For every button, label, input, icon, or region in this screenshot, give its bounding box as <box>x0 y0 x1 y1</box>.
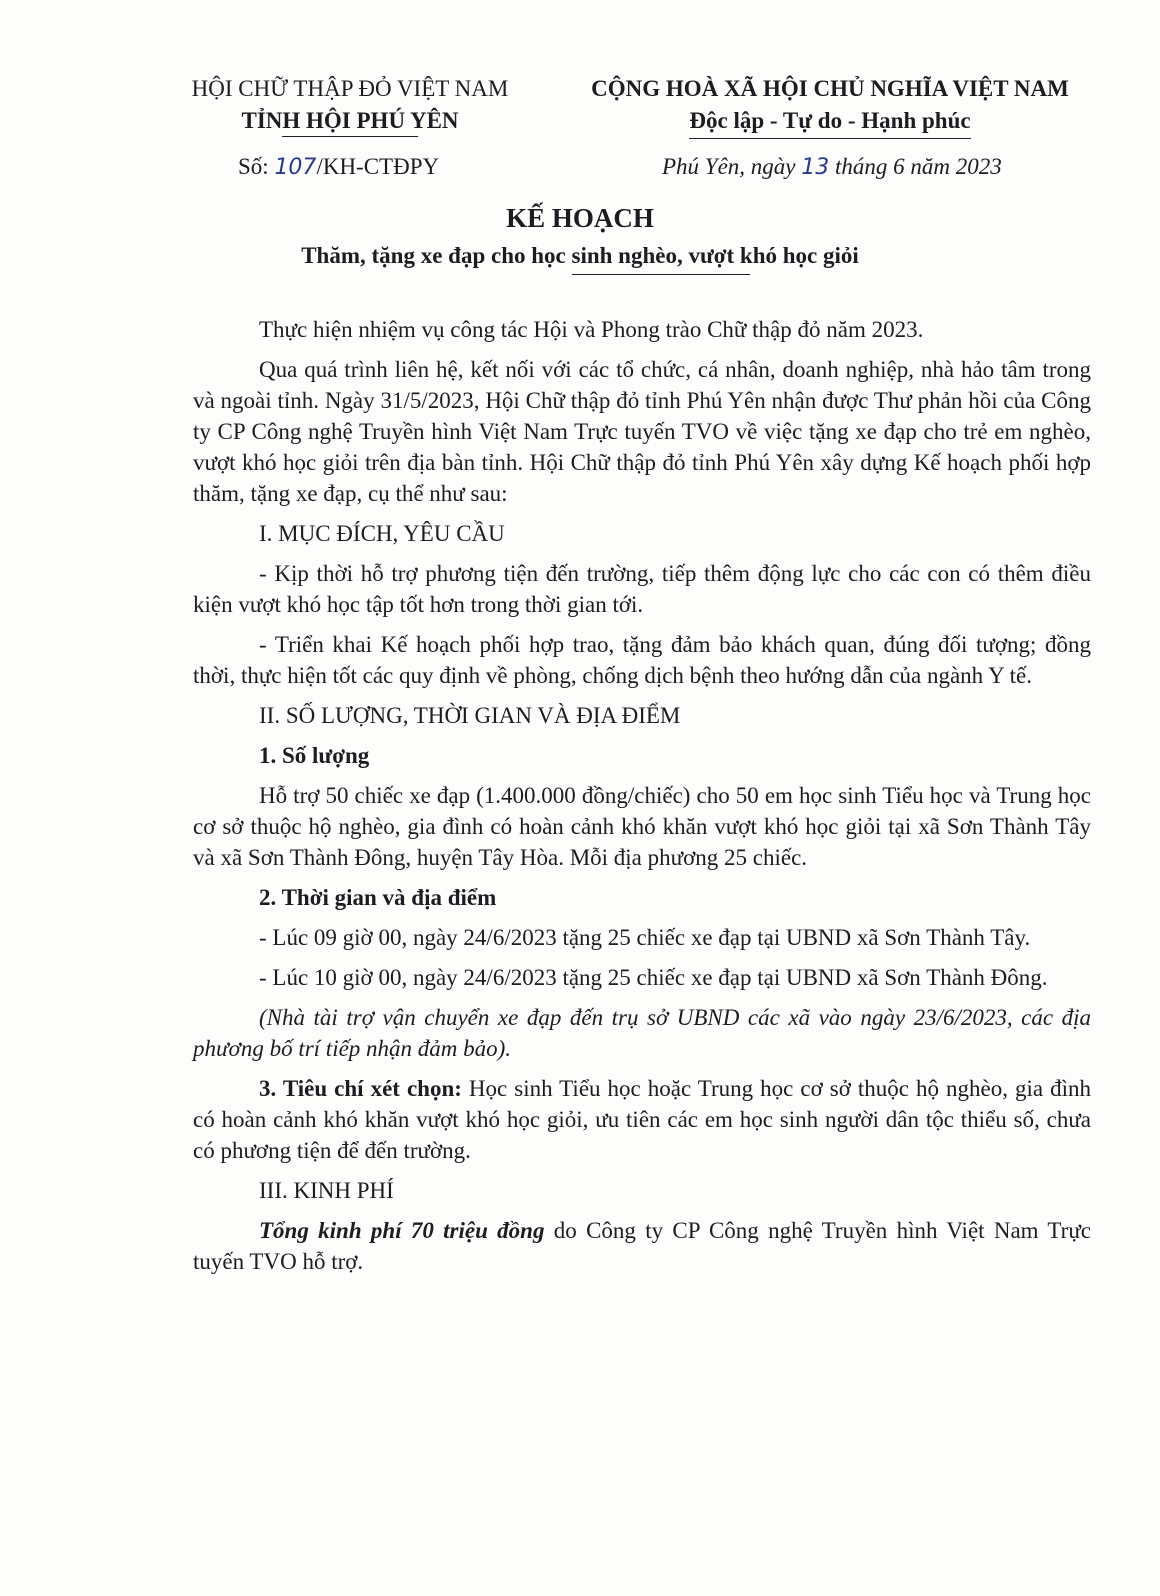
subsection-heading-time-place: 2. Thời gian và địa điểm <box>259 885 497 910</box>
org-branch <box>170 105 530 138</box>
org-branch-text: TỈNH HỘI PHÚ YÊN <box>241 108 459 133</box>
motto-text: Độc lập - Tự do - Hạnh phúc <box>689 105 970 139</box>
document-title: KẾ HOẠCH <box>506 203 654 233</box>
criteria-label: 3. Tiêu chí xét chọn: <box>259 1076 462 1101</box>
organization-header <box>170 73 530 138</box>
purpose-item-1: - Kịp thời hỗ trợ phương tiện đến trường, tiếp thêm động lực cho các con có thêm điều kiện vượt khó học tập tốt hơn trong thời gian tới. <box>193 561 1091 617</box>
document-date: Phú Yên, ngày 13 tháng 6 năm 2023 <box>662 154 1002 180</box>
motto <box>560 105 1100 139</box>
national-header <box>560 73 1100 139</box>
purpose-item-2: - Triển khai Kế hoạch phối hợp trao, tặng đảm bảo khách quan, đúng đối tượng; đồng thời, thực hiện tốt các quy định về phòng, chống dịch bệnh theo hướng dẫn của ngành Y tế. <box>193 632 1091 688</box>
section-heading-quantity: II. SỐ LƯỢNG, THỜI GIAN VÀ ĐỊA ĐIỂM <box>259 703 681 728</box>
subsection-heading-quantity: 1. Số lượng <box>259 743 370 768</box>
intro-paragraph: Thực hiện nhiệm vụ công tác Hội và Phong trào Chữ thập đỏ năm 2023. <box>259 317 924 342</box>
funding-label: Tổng kinh phí 70 triệu đồng <box>259 1218 545 1243</box>
org-name: HỘI CHỮ THẬP ĐỎ VIỆT NAM <box>191 76 509 101</box>
schedule-note: (Nhà tài trợ vận chuyển xe đạp đến trụ sở UBND các xã vào ngày 23/6/2023, các địa phương bố trí tiếp nhận đảm bảo). <box>193 1005 1091 1061</box>
section-heading-purpose: I. MỤC ĐÍCH, YÊU CẦU <box>259 521 505 546</box>
document-number: Số: 107/KH-CTĐPY <box>238 154 440 180</box>
schedule-item-2: - Lúc 10 giờ 00, ngày 24/6/2023 tặng 25 chiếc xe đạp tại UBND xã Sơn Thành Đông. <box>259 965 1048 990</box>
context-paragraph: Qua quá trình liên hệ, kết nối với các tổ chức, cá nhân, doanh nghiệp, nhà hảo tâm trong và ngoài tỉnh. Ngày 31/5/2023, Hội Chữ thập đỏ tỉnh Phú Yên nhận được Thư phản hồi của Công ty CP Công nghệ Truyền hình Việt Nam Trực tuyến TVO về việc tặng xe đạp cho trẻ em nghèo, vượt khó học giỏi trên địa bàn tỉnh. Hội Chữ thập đỏ tỉnh Phú Yên xây dựng Kế hoạch phối hợp thăm, tặng xe đạp, cụ thể như sau: <box>193 357 1091 506</box>
document-body <box>193 314 1091 1286</box>
document-subtitle: Thăm, tặng xe đạp cho học sinh nghèo, vượt khó học giỏi <box>301 243 859 268</box>
org-branch-underline <box>282 136 418 137</box>
funding-text: do Công ty CP Công nghệ Truyền hình Việt Nam Trực tuyến TVO hỗ trợ. <box>193 1218 1091 1274</box>
handwritten-number: 107 <box>274 155 317 180</box>
criteria-paragraph <box>193 1073 1091 1166</box>
schedule-item-1: - Lúc 09 giờ 00, ngày 24/6/2023 tặng 25 chiếc xe đạp tại UBND xã Sơn Thành Tây. <box>259 925 1031 950</box>
nation-name: CỘNG HOÀ XÃ HỘI CHỦ NGHĨA VIỆT NAM <box>591 76 1069 101</box>
handwritten-day: 13 <box>801 155 830 180</box>
quantity-paragraph: Hỗ trợ 50 chiếc xe đạp (1.400.000 đồng/chiếc) cho 50 em học sinh Tiểu học và Trung học cơ sở thuộc hộ nghèo, gia đình có hoàn cảnh khó khăn vượt khó học giỏi tại xã Sơn Thành Tây và xã Sơn Thành Đông, huyện Tây Hòa. Mỗi địa phương 25 chiếc. <box>193 783 1091 870</box>
criteria-text: Học sinh Tiểu học hoặc Trung học cơ sở thuộc hộ nghèo, gia đình có hoàn cảnh khó khăn vượt khó học giỏi, ưu tiên các em học sinh người dân tộc thiểu số, chưa có phương tiện để đến trường. <box>193 1076 1091 1163</box>
subtitle-underline <box>572 274 750 275</box>
funding-paragraph <box>193 1215 1091 1277</box>
section-heading-funding: III. KINH PHÍ <box>259 1178 394 1203</box>
